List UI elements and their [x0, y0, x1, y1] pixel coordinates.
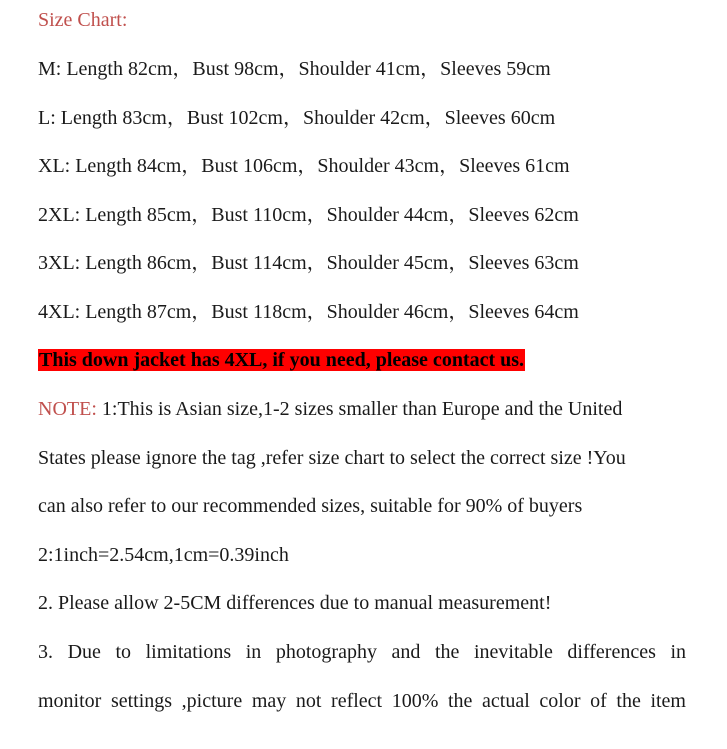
size-row-xl: XL: Length 84cm，Bust 106cm，Shoulder 43cm，Sleeves 61cm: [38, 155, 570, 177]
note-line-4: 2:1inch=2.54cm,1cm=0.39inch: [38, 544, 289, 566]
note-line-7: monitor settings ,picture may not reflect 100% the actual color of the item: [38, 690, 686, 712]
size-row-l: L: Length 83cm，Bust 102cm，Shoulder 42cm，Sleeves 60cm: [38, 107, 556, 129]
note-line-2: States please ignore the tag ,refer size chart to select the correct size !You: [38, 447, 626, 469]
size-row-4xl: 4XL: Length 87cm，Bust 118cm，Shoulder 46cm，Sleeves 64cm: [38, 301, 579, 323]
note-line-5: 2. Please allow 2-5CM differences due to manual measurement!: [38, 592, 552, 614]
highlight-line: [38, 347, 525, 373]
size-row-m: M: Length 82cm，Bust 98cm，Shoulder 41cm，Sleeves 59cm: [38, 58, 551, 80]
contact-highlight: This down jacket has 4XL, if you need, please contact us.: [39, 349, 525, 371]
note-line-3: can also refer to our recommended sizes, suitable for 90% of buyers: [38, 495, 583, 517]
note-line-6: 3. Due to limitations in photography and the inevitable differences in: [38, 641, 686, 663]
size-chart-heading: Size Chart:: [38, 9, 128, 31]
size-row-3xl: 3XL: Length 86cm，Bust 114cm，Shoulder 45cm，Sleeves 63cm: [38, 252, 579, 274]
note-line-1: [38, 396, 622, 422]
note-text-1: 1:This is Asian size,1-2 sizes smaller than Europe and the United: [96, 398, 623, 420]
size-row-2xl: 2XL: Length 85cm，Bust 110cm，Shoulder 44cm，Sleeves 62cm: [38, 204, 579, 226]
note-label: NOTE:: [38, 398, 97, 420]
